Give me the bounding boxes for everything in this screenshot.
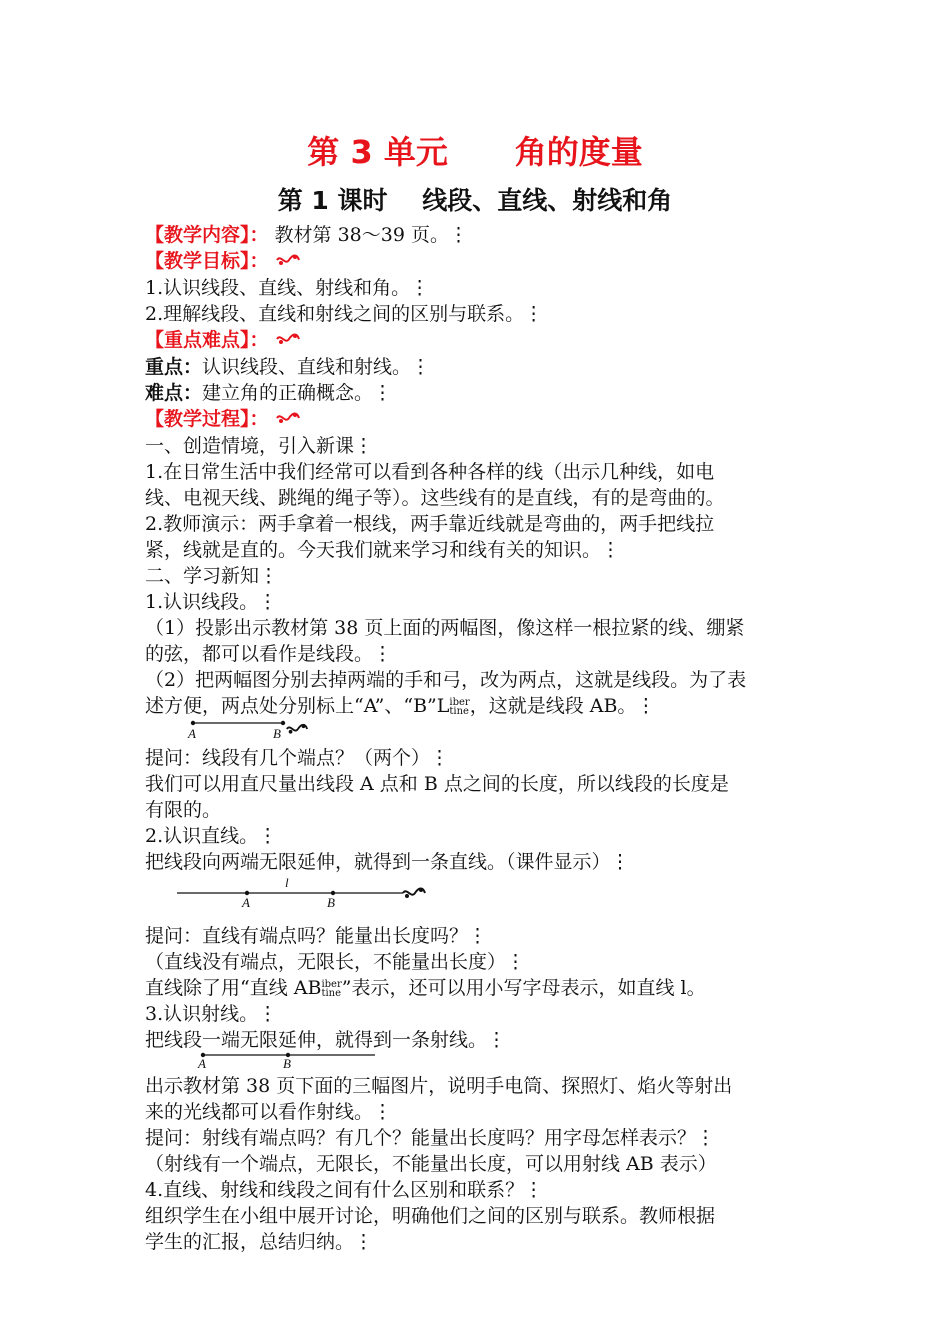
paragraph-line: （直线没有端点，无限长，不能量出长度）⋮ bbox=[145, 951, 526, 973]
paragraph-line: 3.认识射线。⋮ bbox=[145, 1003, 278, 1025]
paragraph-line: 来的光线都可以看作射线。⋮ bbox=[145, 1101, 393, 1123]
difficulty-line: 难点：建立角的正确概念。⋮ bbox=[145, 382, 393, 404]
ray-diagram bbox=[145, 1053, 815, 1073]
ray-label-a: A bbox=[198, 1056, 206, 1071]
paragraph-line: （1）投影出示教材第 38 页上面的两幅图，像这样一根拉紧的线、绷紧 bbox=[145, 617, 745, 639]
scroll-mark-icon bbox=[275, 328, 301, 354]
scroll-mark-icon bbox=[285, 721, 309, 740]
line-figure bbox=[175, 883, 415, 903]
paragraph-line: 提问：线段有几个端点？（两个）⋮ bbox=[145, 747, 450, 769]
lesson-content bbox=[145, 222, 815, 1255]
goal-2: 2.理解线段、直线和射线之间的区别与联系。⋮ bbox=[145, 303, 544, 325]
paragraph-line: 把线段向两端无限延伸，就得到一条直线。（课件显示）⋮ bbox=[145, 851, 630, 873]
heading-teaching-goals: 【教学目标】： bbox=[145, 250, 269, 272]
paragraph-line: 2.认识直线。⋮ bbox=[145, 825, 278, 847]
paragraph-line: 把线段一端无限延伸，就得到一条射线。⋮ bbox=[145, 1029, 507, 1051]
teaching-goals-line bbox=[145, 248, 815, 275]
paragraph-line: 出示教材第 38 页下面的三幅图片，说明手电筒、探照灯、焰火等射出 bbox=[145, 1075, 733, 1097]
paragraph-line: 直线除了用“直线 ABiber tine”表示，还可以用小写字母表示，如直线 l。 bbox=[145, 977, 706, 999]
goal-1: 1.认识线段、直线、射线和角。⋮ bbox=[145, 277, 430, 299]
unit-title: 第 3 单元 角的度量 bbox=[307, 133, 643, 171]
segment-label-a: A bbox=[188, 726, 196, 741]
paragraph-line: 1.在日常生活中我们经常可以看到各种各样的线（出示几种线，如电 bbox=[145, 461, 715, 483]
scroll-mark-icon bbox=[275, 407, 301, 433]
focus-line: 重点：认识线段、直线和射线。⋮ bbox=[145, 356, 431, 378]
line-diagram bbox=[145, 875, 815, 923]
paragraph-line: 我们可以用直尺量出线段 A 点和 B 点之间的长度，所以线段的长度是 bbox=[145, 773, 729, 795]
ray-figure bbox=[175, 1051, 415, 1061]
paragraph-line: 2.教师演示：两手拿着一根线，两手靠近线就是弯曲的，两手把线拉 bbox=[145, 513, 715, 535]
scroll-mark-icon bbox=[401, 885, 427, 904]
heading-teaching-content: 【教学内容】： bbox=[145, 224, 269, 246]
line-label-l: l bbox=[285, 875, 289, 890]
paragraph-line: 4.直线、射线和线段之间有什么区别和联系？⋮ bbox=[145, 1179, 544, 1201]
segment-label-b: B bbox=[273, 726, 281, 741]
paragraph-line: 线、电视天线、跳绳的绳子等）。这些线有的是直线，有的是弯曲的。 bbox=[145, 487, 725, 509]
inline-mark: Liber tine bbox=[436, 695, 470, 717]
lesson-title: 第 1 课时 线段、直线、射线和角 bbox=[277, 186, 673, 215]
section-1: 一、创造情境，引入新课⋮ bbox=[145, 435, 374, 457]
paragraph-line: （2）把两幅图分别去掉两端的手和弓，改为两点，这就是线段。为了表 bbox=[145, 669, 747, 691]
heading-key-points: 【重点难点】： bbox=[145, 329, 269, 351]
scroll-mark-icon bbox=[275, 249, 301, 275]
paragraph-line: 述方便，两点处分别标上“A”、“B”Liber tine，这就是线段 AB。⋮ bbox=[145, 695, 656, 717]
heading-process: 【教学过程】： bbox=[145, 408, 269, 430]
paragraph-line: 紧，线就是直的。今天我们就来学习和线有关的知识。⋮ bbox=[145, 539, 621, 561]
line-label-a: A bbox=[242, 895, 250, 910]
paragraph-line: 学生的汇报，总结归纳。⋮ bbox=[145, 1231, 374, 1253]
inline-mark: iber tine bbox=[321, 979, 342, 999]
paragraph-line: （射线有一个端点，无限长，不能量出长度，可以用射线 AB 表示） bbox=[145, 1153, 717, 1175]
paragraph-line: 组织学生在小组中展开讨论，明确他们之间的区别与联系。教师根据 bbox=[145, 1205, 716, 1227]
paragraph-line: 提问：直线有端点吗？能量出长度吗？⋮ bbox=[145, 925, 488, 947]
ray-label-b: B bbox=[283, 1056, 291, 1071]
process-line bbox=[145, 406, 815, 433]
paragraph-line: 提问：射线有端点吗？有几个？能量出长度吗？用字母怎样表示？⋮ bbox=[145, 1127, 716, 1149]
key-points-line bbox=[145, 327, 815, 354]
section-2: 二、学习新知⋮ bbox=[145, 565, 279, 587]
line-label-b: B bbox=[327, 895, 335, 910]
paragraph-line: 1.认识线段。⋮ bbox=[145, 591, 278, 613]
paragraph-line: 有限的。 bbox=[145, 799, 222, 821]
teaching-content-line: 【教学内容】： 教材第 38～39 页。⋮ bbox=[145, 224, 468, 246]
segment-diagram bbox=[145, 719, 815, 745]
paragraph-line: 的弦，都可以看作是线段。⋮ bbox=[145, 643, 393, 665]
